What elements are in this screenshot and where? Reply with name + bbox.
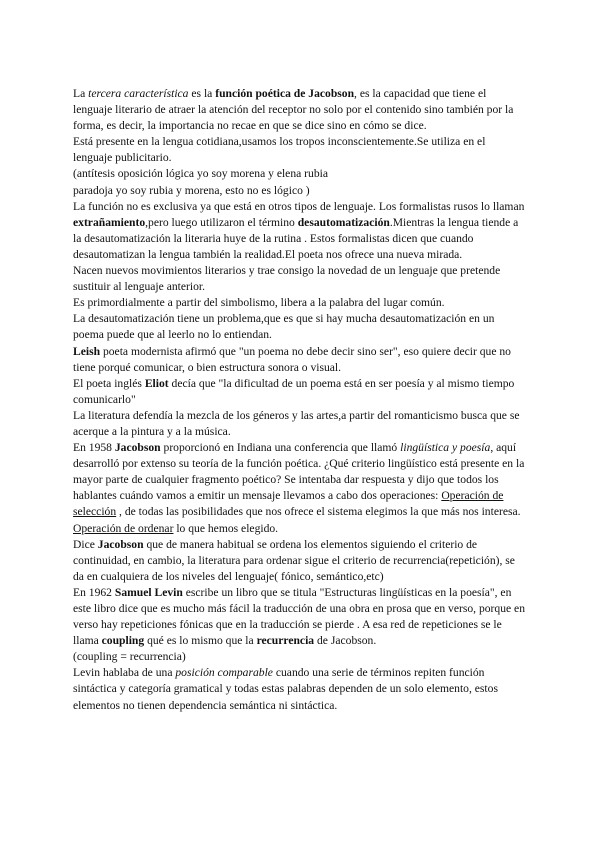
bold-text: extrañamiento <box>73 215 146 229</box>
text-run: poeta modernista afirmó que "un poema no debe decir sino ser", eso quiere decir que no tiene porqué comunicar, o bien estructura sonora o visual. <box>73 344 511 374</box>
text-run: En 1962 <box>73 585 115 599</box>
text-run: La función no es exclusiva ya que está en otros tipos de lenguaje. Los formalistas rusos lo llaman <box>73 199 525 213</box>
text-run: La <box>73 87 89 100</box>
paragraph <box>73 344 525 376</box>
paragraph <box>73 311 525 343</box>
text-run: , aquí desarrolló por extenso su teoría de la función poética. ¿Qué criterio lingüístico está presente en la mayor parte de cualquier fragmento poético? Se intentaba dar respuesta y dijo que todos los hablantes cuándo vamos a emitir un mensaje llevamos a cabo dos operaciones: <box>73 441 525 503</box>
paragraph <box>73 521 525 537</box>
text-run: decía que "la dificultad de un poema está en ser poesía y al mismo tiempo comunicarlo" <box>73 376 515 406</box>
text-run: Es primordialmente a partir del simbolismo, libera a la palabra del lugar común. <box>73 296 445 310</box>
paragraph <box>73 649 525 665</box>
text-run: es la <box>188 87 216 100</box>
bold-text: desautomatización <box>297 215 390 229</box>
text-run: qué es lo mismo que la <box>144 634 257 648</box>
text-run: La desautomatización tiene un problema,que es que si hay mucha desautomatización en un poema puede que al leerlo no lo entiendan. <box>73 312 495 342</box>
text-run: escribe un libro que se titula "Estructuras lingüísticas en la poesía", en este libro dice que es mucho más fácil la traducción de una obra en prosa que en verso, porque en verso hay repeticiones fónicas que en la traducción se pierde . A esa red de repeticiones se le llama <box>73 585 525 648</box>
paragraph <box>73 134 525 166</box>
bold-text: Jacobson <box>114 441 161 455</box>
underlined-text: Operación de ordenar <box>73 521 174 535</box>
bold-text: función poética de Jacobson <box>215 87 355 100</box>
bold-text: coupling <box>101 634 145 648</box>
italic-text: tercera característica <box>88 87 189 100</box>
bold-text: Eliot <box>144 376 169 390</box>
paragraph <box>73 408 525 440</box>
paragraph <box>73 585 525 649</box>
paragraph <box>73 440 525 520</box>
text-run: Dice <box>73 537 98 551</box>
italic-text: lingüística y poesía <box>400 441 491 455</box>
text-run: , es la capacidad que tiene el lenguaje literario de atraer la atención del receptor no solo por el contenido sino también por la forma, es decir, la importancia no recae en que se dice sino en cómo se dice. <box>73 87 514 133</box>
text-run: Levin hablaba de una <box>73 666 176 680</box>
text-run: En 1958 <box>73 441 115 455</box>
text-run: El poeta inglés <box>73 376 145 390</box>
underlined-text: Operación de selección <box>73 489 504 519</box>
text-run: cuando una serie de términos repiten función sintáctica y categoría gramatical y todas estas palabras dependen de un solo elemento, estos elementos no tienen dependencia semántica ni sintáctica. <box>73 666 498 712</box>
italic-text: posición comparable <box>175 666 273 680</box>
paragraph <box>73 665 525 713</box>
paragraph <box>73 86 525 134</box>
text-run: Está presente en la lengua cotidiana,usamos los tropos inconscientemente.Se utiliza en el lenguaje publicitario. <box>73 135 486 165</box>
text-run: La literatura defendía la mezcla de los géneros y las artes,a partir del romanticismo busca que se acerque a la pintura y a la música. <box>73 408 520 438</box>
text-run: de Jacobson. <box>314 634 377 648</box>
paragraph <box>73 183 525 199</box>
text-run: ,pero luego utilizaron el término <box>145 215 298 229</box>
text-run: proporcionó en Indiana una conferencia que llamó <box>160 441 401 455</box>
bold-text: Jacobson <box>97 537 144 551</box>
text-run: (antítesis oposición lógica yo soy morena y elena rubia <box>73 167 328 181</box>
text-run: que de manera habitual se ordena los elementos siguiendo el criterio de continuidad, en cambio, la literatura para ordenar sigue el criterio de recurrencia(repetición), se da en cualquiera de los niveles del lenguaje( fónico, semántico,etc) <box>73 537 515 583</box>
bold-text: Leish <box>73 344 101 358</box>
paragraph <box>73 199 525 263</box>
paragraph <box>73 537 525 585</box>
text-run: , de todas las posibilidades que nos ofrece el sistema elegimos la que más nos interesa. <box>116 505 521 519</box>
paragraph <box>73 376 525 408</box>
bold-text: recurrencia <box>256 634 315 648</box>
text-run: lo que hemos elegido. <box>173 521 279 535</box>
paragraph <box>73 295 525 311</box>
paragraph <box>73 263 525 295</box>
text-run: .Mientras la lengua tiende a la desautomatización la literaria huye de la rutina . Estos formalistas dicen que cuando desautomatizan la lengua también la realidad.El poeta nos ofrece una nueva mirada. <box>73 215 519 261</box>
text-run: (coupling = recurrencia) <box>73 650 186 664</box>
document-body <box>73 86 525 714</box>
paragraph <box>73 166 525 182</box>
text-run: paradoja yo soy rubia y morena, esto no es lógico ) <box>73 183 310 197</box>
text-run: Nacen nuevos movimientos literarios y trae consigo la novedad de un lenguaje que pretende sustituir al lenguaje anterior. <box>73 264 501 294</box>
bold-text: Samuel Levin <box>114 585 183 599</box>
